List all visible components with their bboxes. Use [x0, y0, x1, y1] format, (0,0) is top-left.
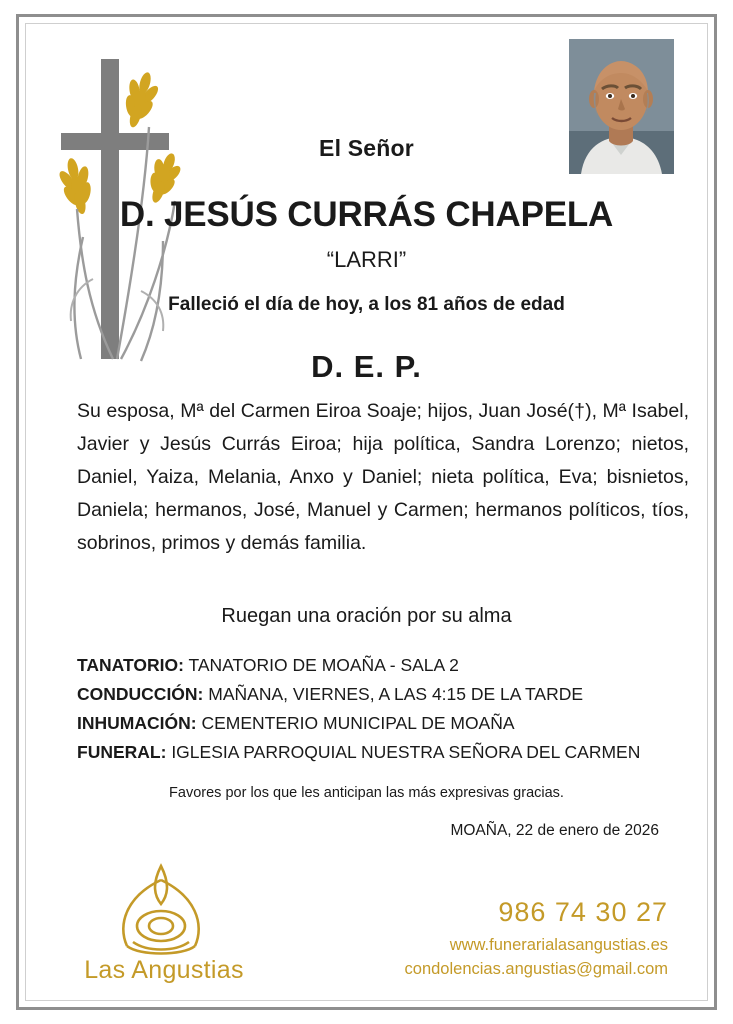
detail-label: FUNERAL:	[77, 742, 167, 762]
deceased-alias: “LARRI”	[326, 247, 407, 272]
honorific-title: El Señor	[319, 135, 414, 161]
detail-row-funeral	[77, 738, 697, 767]
website-url[interactable]: www.funerarialasangustias.es	[449, 936, 668, 954]
prayer-request: Ruegan una oración por su alma	[221, 605, 512, 627]
family-paragraph: Su esposa, Mª del Carmen Eiroa Soaje; hijos, Juan José(†), Mª Isabel, Javier y Jesús Currás Eiroa; hija política, Sandra Lorenzo; nietos, Daniel, Yaiza, Melania, Anxo y Daniel; nieta política, Eva; bisnietos, Daniela; hermanos, José, Manuel y Carmen; hermanos políticos, tíos, sobrinos, primos y demás familia.	[77, 400, 689, 554]
detail-value: IGLESIA PARROQUIAL NUESTRA SEÑORA DEL CARMEN	[171, 742, 641, 762]
email-address[interactable]: condolencias.angustias@gmail.com	[404, 960, 668, 978]
detail-row-tanatorio	[77, 651, 697, 680]
detail-label: INHUMACIÓN:	[77, 713, 197, 733]
detail-value: MAÑANA, VIERNES, A LAS 4:15 DE LA TARDE	[208, 684, 584, 704]
detail-value: CEMENTERIO MUNICIPAL DE MOAÑA	[201, 713, 515, 733]
detail-label: CONDUCCIÓN:	[77, 684, 204, 704]
outer-border	[16, 14, 717, 1010]
deceased-name: D. JESÚS CURRÁS CHAPELA	[119, 195, 614, 234]
place-date: MOAÑA, 22 de enero de 2026	[450, 822, 659, 839]
phone-number: 986 74 30 27	[498, 897, 668, 927]
dep-text: D. E. P.	[311, 349, 422, 384]
detail-value: TANATORIO DE MOAÑA - SALA 2	[188, 655, 459, 675]
funeral-home-name: Las Angustias	[84, 956, 244, 984]
detail-label: TANATORIO:	[77, 655, 184, 675]
death-line: Falleció el día de hoy, a los 81 años de edad	[168, 294, 565, 315]
service-details	[77, 651, 697, 767]
contact-block	[405, 897, 668, 981]
detail-row-inhumacion	[77, 709, 697, 738]
thanks-text: Favores por los que les anticipan las más expresivas gracias.	[169, 785, 564, 801]
detail-row-conduccion	[77, 680, 697, 709]
